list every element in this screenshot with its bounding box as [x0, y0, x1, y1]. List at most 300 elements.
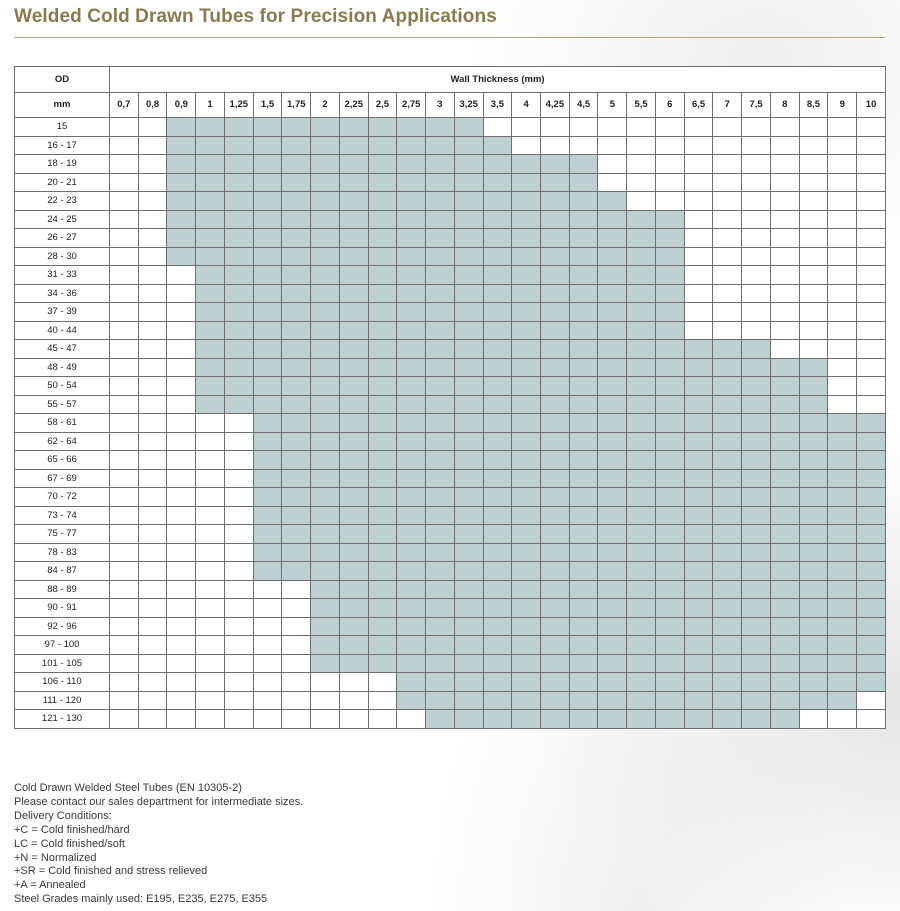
- available-size-cell: [483, 136, 512, 155]
- available-size-cell: [339, 377, 368, 396]
- available-size-cell: [799, 543, 828, 562]
- available-size-cell: [426, 654, 455, 673]
- available-size-cell: [857, 525, 886, 544]
- available-size-cell: [569, 210, 598, 229]
- od-range-cell: 65 - 66: [15, 451, 110, 470]
- unavailable-size-cell: [655, 192, 684, 211]
- available-size-cell: [541, 358, 570, 377]
- available-size-cell: [311, 469, 340, 488]
- od-unit: mm: [15, 92, 110, 118]
- unavailable-size-cell: [138, 673, 167, 692]
- available-size-cell: [426, 173, 455, 192]
- available-size-cell: [253, 488, 282, 507]
- available-size-cell: [655, 229, 684, 248]
- table-row: [15, 266, 886, 285]
- available-size-cell: [512, 488, 541, 507]
- available-size-cell: [224, 118, 253, 137]
- available-size-cell: [684, 340, 713, 359]
- unavailable-size-cell: [110, 303, 139, 322]
- available-size-cell: [828, 506, 857, 525]
- available-size-cell: [857, 543, 886, 562]
- unavailable-size-cell: [110, 321, 139, 340]
- available-size-cell: [454, 118, 483, 137]
- available-size-cell: [742, 562, 771, 581]
- available-size-cell: [828, 617, 857, 636]
- available-size-cell: [569, 710, 598, 729]
- unavailable-size-cell: [857, 358, 886, 377]
- available-size-cell: [512, 192, 541, 211]
- available-size-cell: [541, 340, 570, 359]
- unavailable-size-cell: [138, 580, 167, 599]
- table-row: [15, 118, 886, 137]
- available-size-cell: [799, 599, 828, 618]
- unavailable-size-cell: [742, 321, 771, 340]
- unavailable-size-cell: [196, 414, 225, 433]
- unavailable-size-cell: [799, 173, 828, 192]
- unavailable-size-cell: [655, 136, 684, 155]
- available-size-cell: [770, 414, 799, 433]
- unavailable-size-cell: [828, 321, 857, 340]
- available-size-cell: [454, 136, 483, 155]
- thickness-header-cell: 10: [857, 92, 886, 118]
- available-size-cell: [224, 210, 253, 229]
- available-size-cell: [368, 210, 397, 229]
- available-size-cell: [196, 136, 225, 155]
- od-range-cell: 55 - 57: [15, 395, 110, 414]
- od-range-cell: 106 - 110: [15, 673, 110, 692]
- available-size-cell: [224, 395, 253, 414]
- available-size-cell: [742, 506, 771, 525]
- available-size-cell: [426, 710, 455, 729]
- available-size-cell: [339, 469, 368, 488]
- table-row: [15, 395, 886, 414]
- unavailable-size-cell: [857, 136, 886, 155]
- thickness-header-cell: 3,5: [483, 92, 512, 118]
- available-size-cell: [483, 284, 512, 303]
- available-size-cell: [167, 136, 196, 155]
- unavailable-size-cell: [167, 414, 196, 433]
- available-size-cell: [828, 654, 857, 673]
- available-size-cell: [742, 395, 771, 414]
- available-size-cell: [311, 210, 340, 229]
- available-size-cell: [541, 599, 570, 618]
- available-size-cell: [339, 266, 368, 285]
- available-size-cell: [282, 210, 311, 229]
- available-size-cell: [253, 266, 282, 285]
- available-size-cell: [483, 654, 512, 673]
- unavailable-size-cell: [684, 284, 713, 303]
- unavailable-size-cell: [224, 654, 253, 673]
- unavailable-size-cell: [742, 192, 771, 211]
- available-size-cell: [196, 173, 225, 192]
- available-size-cell: [483, 414, 512, 433]
- unavailable-size-cell: [512, 118, 541, 137]
- available-size-cell: [454, 284, 483, 303]
- available-size-cell: [569, 173, 598, 192]
- unavailable-size-cell: [110, 414, 139, 433]
- available-size-cell: [627, 210, 656, 229]
- available-size-cell: [339, 247, 368, 266]
- available-size-cell: [512, 173, 541, 192]
- available-size-cell: [397, 636, 426, 655]
- available-size-cell: [339, 321, 368, 340]
- unavailable-size-cell: [167, 506, 196, 525]
- available-size-cell: [397, 562, 426, 581]
- table-row: [15, 451, 886, 470]
- available-size-cell: [828, 469, 857, 488]
- available-size-cell: [541, 636, 570, 655]
- available-size-cell: [569, 377, 598, 396]
- available-size-cell: [454, 654, 483, 673]
- available-size-cell: [655, 599, 684, 618]
- available-size-cell: [541, 284, 570, 303]
- available-size-cell: [426, 284, 455, 303]
- available-size-cell: [339, 340, 368, 359]
- unavailable-size-cell: [627, 136, 656, 155]
- available-size-cell: [454, 525, 483, 544]
- available-size-cell: [541, 488, 570, 507]
- unavailable-size-cell: [857, 691, 886, 710]
- available-size-cell: [569, 451, 598, 470]
- unavailable-size-cell: [684, 247, 713, 266]
- unavailable-size-cell: [684, 136, 713, 155]
- available-size-cell: [426, 506, 455, 525]
- available-size-cell: [627, 321, 656, 340]
- unavailable-size-cell: [828, 118, 857, 137]
- unavailable-size-cell: [110, 543, 139, 562]
- unavailable-size-cell: [799, 266, 828, 285]
- unavailable-size-cell: [224, 636, 253, 655]
- available-size-cell: [426, 673, 455, 692]
- unavailable-size-cell: [828, 136, 857, 155]
- available-size-cell: [684, 488, 713, 507]
- od-range-cell: 15: [15, 118, 110, 137]
- available-size-cell: [598, 377, 627, 396]
- table-row: [15, 173, 886, 192]
- available-size-cell: [713, 340, 742, 359]
- available-size-cell: [541, 155, 570, 174]
- available-size-cell: [655, 340, 684, 359]
- available-size-cell: [742, 617, 771, 636]
- available-size-cell: [253, 118, 282, 137]
- available-size-cell: [627, 229, 656, 248]
- thickness-header-cell: 2,75: [397, 92, 426, 118]
- unavailable-size-cell: [799, 321, 828, 340]
- available-size-cell: [454, 210, 483, 229]
- available-size-cell: [253, 155, 282, 174]
- unavailable-size-cell: [138, 617, 167, 636]
- unavailable-size-cell: [627, 118, 656, 137]
- available-size-cell: [368, 617, 397, 636]
- unavailable-size-cell: [138, 654, 167, 673]
- available-size-cell: [224, 377, 253, 396]
- unavailable-size-cell: [167, 340, 196, 359]
- available-size-cell: [655, 654, 684, 673]
- unavailable-size-cell: [713, 210, 742, 229]
- available-size-cell: [569, 617, 598, 636]
- available-size-cell: [397, 543, 426, 562]
- available-size-cell: [368, 321, 397, 340]
- available-size-cell: [655, 562, 684, 581]
- unavailable-size-cell: [167, 710, 196, 729]
- unavailable-size-cell: [311, 710, 340, 729]
- unavailable-size-cell: [282, 617, 311, 636]
- available-size-cell: [167, 210, 196, 229]
- note-line: +C = Cold finished/hard: [14, 823, 130, 836]
- available-size-cell: [742, 358, 771, 377]
- unavailable-size-cell: [138, 118, 167, 137]
- available-size-cell: [311, 266, 340, 285]
- available-size-cell: [368, 562, 397, 581]
- available-size-cell: [483, 525, 512, 544]
- unavailable-size-cell: [167, 377, 196, 396]
- unavailable-size-cell: [857, 303, 886, 322]
- unavailable-size-cell: [770, 266, 799, 285]
- available-size-cell: [397, 414, 426, 433]
- od-range-cell: 34 - 36: [15, 284, 110, 303]
- unavailable-size-cell: [224, 580, 253, 599]
- unavailable-size-cell: [167, 599, 196, 618]
- available-size-cell: [742, 580, 771, 599]
- available-size-cell: [311, 599, 340, 618]
- unavailable-size-cell: [253, 673, 282, 692]
- available-size-cell: [454, 377, 483, 396]
- available-size-cell: [454, 192, 483, 211]
- available-size-cell: [397, 229, 426, 248]
- available-size-cell: [368, 469, 397, 488]
- available-size-cell: [742, 414, 771, 433]
- note-line: +SR = Cold finished and stress relieved: [14, 865, 208, 878]
- unavailable-size-cell: [684, 266, 713, 285]
- available-size-cell: [253, 432, 282, 451]
- unavailable-size-cell: [655, 118, 684, 137]
- available-size-cell: [397, 673, 426, 692]
- available-size-cell: [454, 562, 483, 581]
- available-size-cell: [541, 395, 570, 414]
- unavailable-size-cell: [770, 118, 799, 137]
- available-size-cell: [770, 654, 799, 673]
- available-size-cell: [684, 377, 713, 396]
- available-size-cell: [541, 414, 570, 433]
- available-size-cell: [397, 118, 426, 137]
- available-size-cell: [426, 691, 455, 710]
- table-row: [15, 210, 886, 229]
- available-size-cell: [339, 136, 368, 155]
- od-range-cell: 50 - 54: [15, 377, 110, 396]
- available-size-cell: [426, 321, 455, 340]
- unavailable-size-cell: [110, 654, 139, 673]
- unavailable-size-cell: [742, 155, 771, 174]
- unavailable-size-cell: [857, 266, 886, 285]
- available-size-cell: [454, 247, 483, 266]
- unavailable-size-cell: [857, 247, 886, 266]
- table-row: [15, 284, 886, 303]
- available-size-cell: [311, 303, 340, 322]
- available-size-cell: [627, 543, 656, 562]
- available-size-cell: [339, 543, 368, 562]
- available-size-cell: [799, 377, 828, 396]
- unavailable-size-cell: [138, 340, 167, 359]
- unavailable-size-cell: [167, 303, 196, 322]
- available-size-cell: [512, 562, 541, 581]
- unavailable-size-cell: [684, 155, 713, 174]
- unavailable-size-cell: [224, 525, 253, 544]
- available-size-cell: [828, 543, 857, 562]
- available-size-cell: [224, 173, 253, 192]
- unavailable-size-cell: [138, 136, 167, 155]
- available-size-cell: [770, 488, 799, 507]
- available-size-cell: [368, 395, 397, 414]
- unavailable-size-cell: [110, 599, 139, 618]
- note-line: +N = Normalized: [14, 851, 97, 864]
- available-size-cell: [253, 247, 282, 266]
- unavailable-size-cell: [167, 488, 196, 507]
- thickness-header-cell: 2,5: [368, 92, 397, 118]
- unavailable-size-cell: [167, 284, 196, 303]
- available-size-cell: [397, 395, 426, 414]
- thickness-header-cell: 0,7: [110, 92, 139, 118]
- available-size-cell: [397, 173, 426, 192]
- unavailable-size-cell: [167, 266, 196, 285]
- available-size-cell: [311, 506, 340, 525]
- available-size-cell: [857, 562, 886, 581]
- available-size-cell: [339, 358, 368, 377]
- available-size-cell: [512, 303, 541, 322]
- unavailable-size-cell: [512, 136, 541, 155]
- available-size-cell: [713, 580, 742, 599]
- available-size-cell: [569, 599, 598, 618]
- unavailable-size-cell: [110, 617, 139, 636]
- available-size-cell: [627, 358, 656, 377]
- available-size-cell: [512, 599, 541, 618]
- unavailable-size-cell: [138, 636, 167, 655]
- available-size-cell: [483, 691, 512, 710]
- available-size-cell: [397, 432, 426, 451]
- available-size-cell: [569, 654, 598, 673]
- unavailable-size-cell: [742, 210, 771, 229]
- available-size-cell: [569, 469, 598, 488]
- available-size-cell: [253, 340, 282, 359]
- available-size-cell: [253, 377, 282, 396]
- available-size-cell: [368, 155, 397, 174]
- unavailable-size-cell: [857, 155, 886, 174]
- available-size-cell: [512, 710, 541, 729]
- unavailable-size-cell: [196, 636, 225, 655]
- available-size-cell: [655, 469, 684, 488]
- table-row: [15, 321, 886, 340]
- available-size-cell: [598, 617, 627, 636]
- thickness-header-cell: 7: [713, 92, 742, 118]
- unavailable-size-cell: [713, 136, 742, 155]
- available-size-cell: [282, 136, 311, 155]
- available-size-cell: [627, 673, 656, 692]
- table-row: [15, 155, 886, 174]
- thickness-header-cell: 4,5: [569, 92, 598, 118]
- available-size-cell: [713, 469, 742, 488]
- available-size-cell: [167, 247, 196, 266]
- unavailable-size-cell: [627, 155, 656, 174]
- available-size-cell: [598, 284, 627, 303]
- available-size-cell: [512, 654, 541, 673]
- available-size-cell: [799, 636, 828, 655]
- available-size-cell: [713, 562, 742, 581]
- unavailable-size-cell: [138, 562, 167, 581]
- available-size-cell: [253, 321, 282, 340]
- available-size-cell: [512, 469, 541, 488]
- available-size-cell: [368, 654, 397, 673]
- available-size-cell: [368, 506, 397, 525]
- available-size-cell: [368, 136, 397, 155]
- available-size-cell: [311, 580, 340, 599]
- od-range-cell: 88 - 89: [15, 580, 110, 599]
- unavailable-size-cell: [799, 136, 828, 155]
- available-size-cell: [282, 358, 311, 377]
- available-size-cell: [799, 414, 828, 433]
- unavailable-size-cell: [196, 654, 225, 673]
- available-size-cell: [282, 395, 311, 414]
- unavailable-size-cell: [742, 229, 771, 248]
- available-size-cell: [426, 543, 455, 562]
- unavailable-size-cell: [799, 710, 828, 729]
- available-size-cell: [311, 192, 340, 211]
- available-size-cell: [655, 210, 684, 229]
- available-size-cell: [339, 525, 368, 544]
- table-row: [15, 192, 886, 211]
- od-range-cell: 26 - 27: [15, 229, 110, 248]
- available-size-cell: [368, 599, 397, 618]
- unavailable-size-cell: [110, 506, 139, 525]
- available-size-cell: [253, 358, 282, 377]
- unavailable-size-cell: [110, 136, 139, 155]
- table-row: [15, 432, 886, 451]
- available-size-cell: [627, 377, 656, 396]
- unavailable-size-cell: [138, 451, 167, 470]
- unavailable-size-cell: [770, 210, 799, 229]
- available-size-cell: [253, 284, 282, 303]
- unavailable-size-cell: [684, 303, 713, 322]
- unavailable-size-cell: [828, 247, 857, 266]
- unavailable-size-cell: [253, 580, 282, 599]
- available-size-cell: [167, 155, 196, 174]
- unavailable-size-cell: [368, 710, 397, 729]
- available-size-cell: [627, 636, 656, 655]
- available-size-cell: [253, 136, 282, 155]
- available-size-cell: [339, 414, 368, 433]
- available-size-cell: [454, 543, 483, 562]
- available-size-cell: [799, 562, 828, 581]
- available-size-cell: [196, 118, 225, 137]
- available-size-cell: [627, 432, 656, 451]
- available-size-cell: [627, 395, 656, 414]
- available-size-cell: [368, 358, 397, 377]
- unavailable-size-cell: [138, 247, 167, 266]
- available-size-cell: [368, 488, 397, 507]
- available-size-cell: [167, 118, 196, 137]
- unavailable-size-cell: [167, 395, 196, 414]
- unavailable-size-cell: [799, 303, 828, 322]
- unavailable-size-cell: [224, 543, 253, 562]
- unavailable-size-cell: [253, 599, 282, 618]
- unavailable-size-cell: [828, 155, 857, 174]
- od-range-cell: 18 - 19: [15, 155, 110, 174]
- unavailable-size-cell: [684, 173, 713, 192]
- available-size-cell: [196, 155, 225, 174]
- available-size-cell: [483, 358, 512, 377]
- available-size-cell: [742, 488, 771, 507]
- available-size-cell: [426, 580, 455, 599]
- available-size-cell: [282, 451, 311, 470]
- available-size-cell: [483, 636, 512, 655]
